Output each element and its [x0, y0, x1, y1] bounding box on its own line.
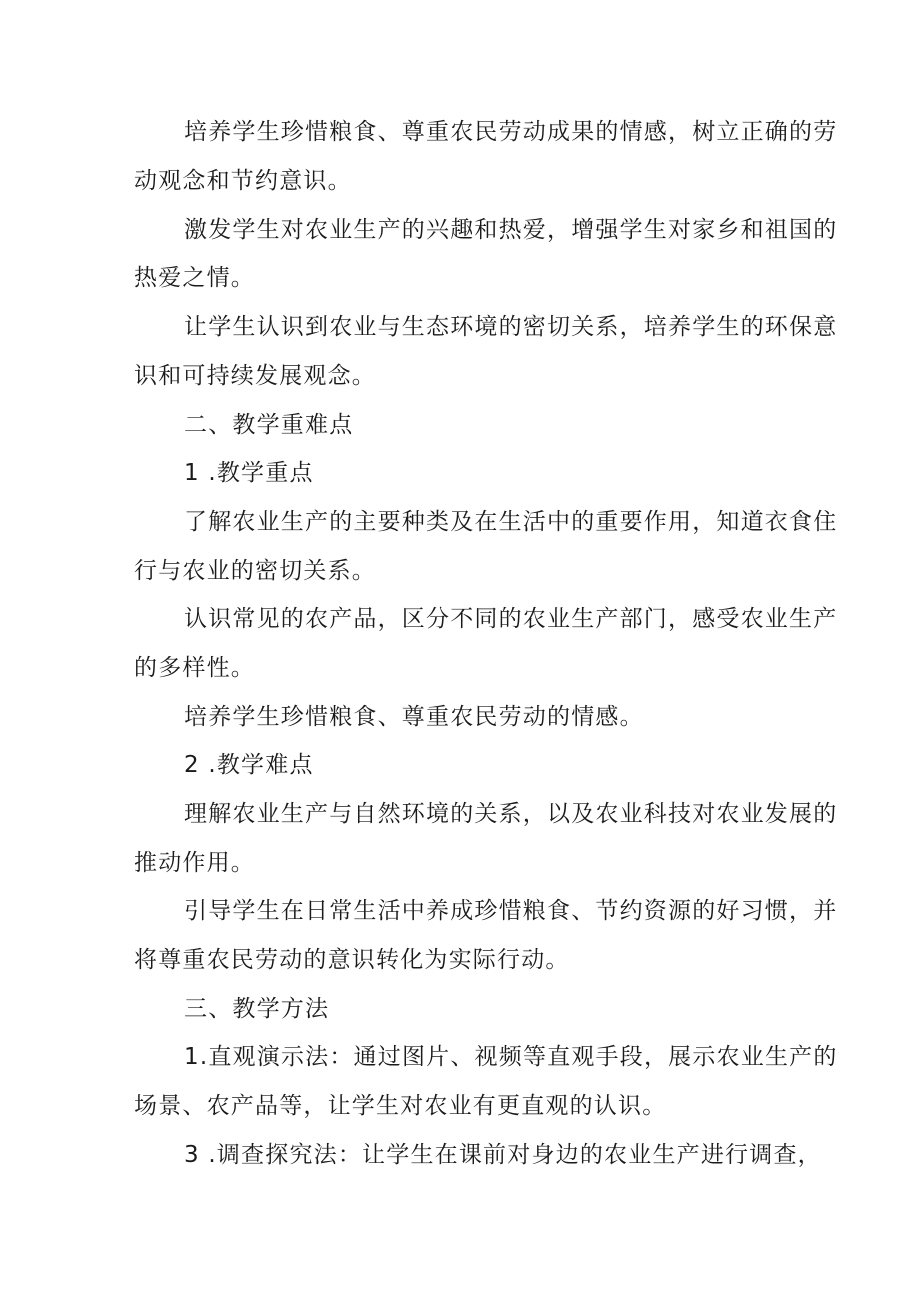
paragraph-line: 3 .调查探究法：让学生在课前对身边的农业生产进行调查， [184, 1142, 822, 1168]
paragraph-line: 引导学生在日常生活中养成珍惜粮食、节约资源的好习惯，并 [184, 898, 838, 924]
paragraph-line: 热爱之情。 [134, 265, 255, 291]
section-heading: 二、教学重难点 [184, 412, 354, 438]
paragraph-line: 场景、农产品等，让学生对农业有更直观的认识。 [134, 1093, 667, 1119]
paragraph-line: 培养学生珍惜粮食、尊重农民劳动的情感。 [184, 704, 644, 730]
section-heading: 三、教学方法 [184, 996, 330, 1022]
paragraph-line: 培养学生珍惜粮食、尊重农民劳动成果的情感，树立正确的劳 [184, 119, 838, 145]
subsection-heading: 2 .教学难点 [184, 752, 314, 778]
paragraph-line: 认识常见的农产品，区分不同的农业生产部门，感受农业生产 [184, 606, 838, 632]
paragraph-line: 激发学生对农业生产的兴趣和热爱，增强学生对家乡和祖国的 [184, 217, 838, 243]
paragraph-line: 理解农业生产与自然环境的关系，以及农业科技对农业发展的 [184, 801, 838, 827]
paragraph-line: 的多样性。 [134, 655, 255, 681]
paragraph-line: 动观念和节约意识。 [134, 168, 352, 194]
paragraph-line: 将尊重农民劳动的意识转化为实际行动。 [134, 947, 570, 973]
paragraph-line: 推动作用。 [134, 850, 255, 876]
paragraph-line: 识和可持续发展观念。 [134, 363, 376, 389]
paragraph-line: 让学生认识到农业与生态环境的密切关系，培养学生的环保意 [184, 314, 838, 340]
paragraph-line: 了解农业生产的主要种类及在生活中的重要作用，知道衣食住 [184, 509, 838, 535]
subsection-heading: 1 .教学重点 [184, 460, 314, 486]
paragraph-line: 1.直观演示法：通过图片、视频等直观手段，展示农业生产的 [184, 1044, 838, 1070]
paragraph-line: 行与农业的密切关系。 [134, 558, 376, 584]
